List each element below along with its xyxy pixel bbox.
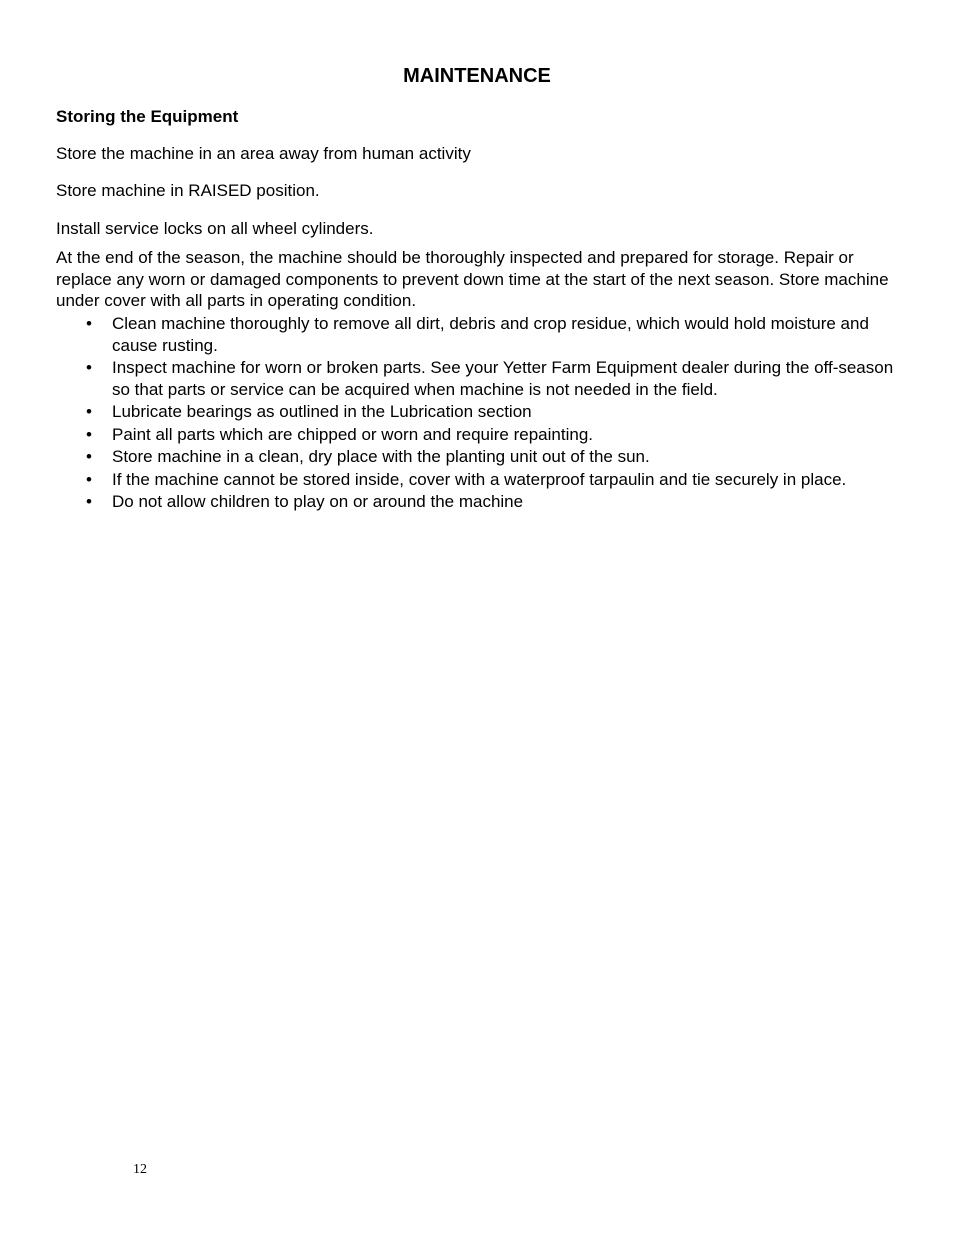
list-item [56,491,896,513]
list-item-text: Inspect machine for worn or broken parts. See your Yetter Farm Equipment dealer during the off-season so that parts or service can be acquired when machine is not needed in the field. [112,358,894,399]
list-item [56,401,896,423]
page-number: 12 [133,1162,147,1177]
list-item-text: If the machine cannot be stored inside, cover with a waterproof tarpaulin and tie securely in place. [112,469,847,489]
list-item-text: Lubricate bearings as outlined in the Lubrication section [112,402,532,421]
list-item [56,424,896,446]
list-item [56,313,896,356]
list-item [56,357,896,400]
list-item-text: Clean machine thoroughly to remove all dirt, debris and crop residue, which would hold moisture and cause rusting. [112,314,869,355]
bullet-icon: • [86,424,92,444]
storage-checklist [56,313,896,514]
list-item-text: Paint all parts which are chipped or worn and require repainting. [112,424,593,444]
bullet-icon: • [86,358,92,377]
bullet-icon: • [86,402,92,421]
bullet-icon: • [86,447,92,466]
page-title: MAINTENANCE [403,65,551,87]
paragraph-end-of-season: At the end of the season, the machine should be thoroughly inspected and prepared for storage. Repair or replace any worn or damaged components to prevent down time at the start of the next season. Store machine under cover with all parts in operating condition. [56,248,889,310]
section-heading: Storing the Equipment [56,107,239,126]
bullet-icon: • [86,314,92,333]
bullet-icon: • [86,469,92,489]
bullet-icon: • [86,492,92,511]
paragraph-raised-position: Store machine in RAISED position. [56,181,320,200]
paragraph-store-area: Store the machine in an area away from human activity [56,144,471,163]
list-item-text: Store machine in a clean, dry place with the planting unit out of the sun. [112,447,650,466]
list-item [56,446,896,468]
paragraph-service-locks: Install service locks on all wheel cylinders. [56,219,374,238]
list-item-text: Do not allow children to play on or around the machine [112,492,524,511]
list-item [56,469,896,491]
